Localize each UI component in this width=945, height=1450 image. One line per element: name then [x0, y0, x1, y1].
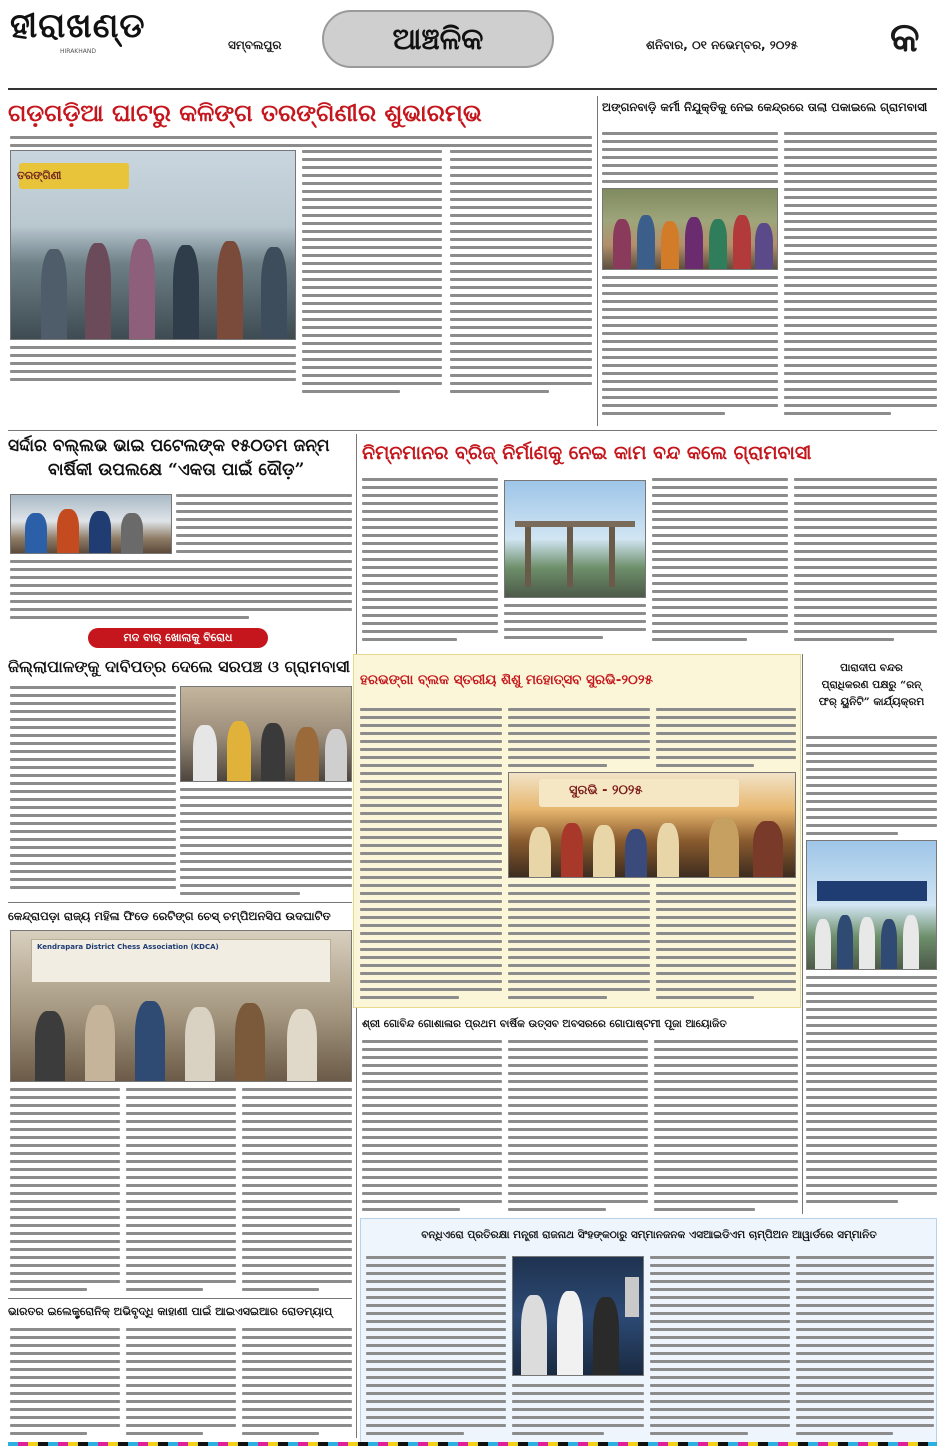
story-1-headline: ଗଡ଼ଗଡ଼ିଆ ଘାଟରୁ କଳିଙ୍ଗ ତରଙ୍ଗିଣୀର ଶୁଭାରମ୍ଭ [8, 98, 482, 127]
story-2-col-2 [784, 132, 937, 428]
story-6-col-1 [360, 708, 502, 908]
story-5-tag: ମଦ ବାର୍ ଖୋଲାକୁ ବିରୋଧ [88, 628, 268, 648]
story-9-col-2 [508, 1040, 648, 1212]
story-1-caption [10, 346, 296, 396]
story-5-headline-box [8, 652, 356, 682]
story-7-headline-box [806, 660, 937, 730]
header-rule [8, 88, 937, 90]
story-7-col-1 [806, 736, 937, 836]
story-11-headline: ବନ୍ଧିଏରୋ ପ୍ରତିରକ୍ଷା ମନ୍ତ୍ରୀ ରାଜନାଥ ସିଂହଙ୍କଠାରୁ ସମ୍ମାନଜନକ ଏସଆଇଡିଏମ ଚାମ୍ପିଅନ ଆୱାର୍ଡରେ ସମ୍ମାନିତ [421, 1229, 877, 1241]
story-10-col-2 [126, 1328, 236, 1438]
story-8-headline-box [8, 904, 356, 928]
story-5-headline: ଜିଲ୍ଲାପାଳଙ୍କୁ ଦାବିପତ୍ର ଦେଲେ ସରପଞ୍ଚ ଓ ଗ୍ରାମବାସୀ [8, 657, 350, 676]
story-2-headline: ଅଙ୍ଗନବାଡ଼ି କର୍ମୀ ନିଯୁକ୍ତିକୁ ନେଇ କେନ୍ଦ୍ରରେ ତାଲା ପକାଇଲେ ଗ୍ରାମବାସୀ [602, 100, 928, 114]
issue-date: ଶନିବାର, ୦୧ ନଭେମ୍ବର, ୨୦୨୫ [646, 38, 798, 52]
story-6-col-2b [508, 884, 650, 1002]
page-header [0, 0, 945, 92]
story-3-body [10, 560, 352, 624]
story-6-col-2 [508, 708, 650, 770]
story-7-headline-line-3: ଫର୍ ୟୁନିଟି” କାର୍ଯ୍ୟକ୍ରମ [818, 696, 925, 708]
story-5-col-1 [10, 686, 176, 750]
story-9-headline: ଶ୍ରୀ ଗୋବିନ୍ଦ ଗୋଶାଳାର ପ୍ରଥମ ବାର୍ଷିକ ଉତ୍ସବ ଅବସରରେ ଗୋପାଷ୍ଟମୀ ପୂଜା ଆୟୋଜିତ [362, 1018, 727, 1030]
story-11-col-1 [366, 1256, 506, 1440]
section-title: ଆଞ୍ଚଳିକ [322, 10, 554, 68]
story-9-col-3 [654, 1040, 798, 1212]
masthead-subtitle: HIRAKHAND [60, 48, 96, 55]
story-6-headline-box [360, 660, 796, 700]
story-5-col-2 [180, 788, 352, 900]
story-10-col-1 [10, 1328, 120, 1438]
story-8-photo [10, 930, 352, 1082]
story-4-col-2 [504, 604, 646, 648]
story-1-photo-label: ତରଙ୍ଗିଣୀ [17, 169, 62, 182]
story-4-col-1 [362, 478, 498, 648]
story-7-headline-line-1: ପାରାଦୀପ ବନ୍ଦର [840, 662, 903, 674]
story-11-col-4 [796, 1256, 934, 1440]
story-7-headline-line-2: ପ୍ରାଧିକରଣ ପକ୍ଷରୁ “ରନ୍ [821, 679, 922, 691]
story-3-headline-box [8, 434, 356, 492]
story-5-col-1b [10, 750, 176, 900]
story-4-col-3 [652, 478, 788, 648]
story-9-col-1 [362, 1040, 502, 1212]
story-1-col-3 [450, 150, 592, 398]
story-8-headline: କେନ୍ଦ୍ରାପଡ଼ା ରାଜ୍ୟ ମହିଳା ଫିଡେ ରେଟିଙ୍ଗ ଚେସ୍ ଚମ୍ପିଅନସିପ ଉଦଘାଟିତ [8, 909, 331, 923]
story-3-headline-line-1: ସର୍ଦ୍ଦାର ବଲ୍ଲଭ ଭାଇ ପଟେଲଙ୍କ ୧୫୦ତମ ଜନ୍ମ [8, 436, 330, 456]
story-11-headline-box [364, 1220, 934, 1250]
story-3-photo [10, 494, 172, 554]
story-10-col-3 [242, 1328, 352, 1438]
story-1-photo [10, 150, 296, 340]
story-2-headline-box [602, 100, 937, 130]
story-2-col-1b [602, 276, 778, 428]
story-10-headline-box [8, 1300, 356, 1324]
story-8-col-2 [126, 1088, 236, 1296]
story-3-col-2 [176, 494, 352, 558]
story-11-col-2 [512, 1384, 644, 1440]
story-11-photo [512, 1256, 644, 1376]
story-6-col-3 [656, 708, 796, 770]
story-4-photo [504, 480, 646, 598]
story-11-col-3 [650, 1256, 790, 1440]
story-8-col-1 [10, 1088, 120, 1296]
story-6-col-3b [656, 884, 796, 1002]
story-2-photo [602, 188, 778, 270]
story-7-col-2 [806, 976, 937, 1210]
story-3-headline-line-2: ବାର୍ଷିକୀ ଉପଲକ୍ଷେ “ଏକତା ପାଇଁ ଦୌଡ଼” [48, 460, 305, 480]
masthead-logo: ହୀରାଖଣ୍ଡ [10, 6, 146, 46]
story-9-headline-box [362, 1012, 798, 1036]
story-5-photo [180, 686, 352, 782]
print-color-strip [8, 1442, 937, 1446]
story-4-col-4 [794, 478, 937, 648]
story-8-photo-label: Kendrapara District Chess Association (KDCA) [37, 943, 219, 951]
story-2-col-1 [602, 132, 778, 188]
edition-city: ସମ୍ବଲପୁର [228, 38, 282, 52]
story-4-headline-box [362, 436, 937, 470]
story-10-headline: ଭାରତର ଇଲେକ୍ଟ୍ରୋନିକ୍ ଅଭିବୃଦ୍ଧି କାହାଣୀ ପାଇଁ ଆଇଏସଇଆର ରୋଡମ୍ୟାପ୍ [8, 1305, 333, 1318]
story-8-col-3 [242, 1088, 352, 1296]
story-4-headline: ନିମ୍ନମାନର ବ୍ରିଜ୍ ନିର୍ମାଣକୁ ନେଇ କାମ ବନ୍ଦ କଲେ ଗ୍ରାମବାସୀ [362, 442, 812, 464]
story-1-headline-box [8, 96, 592, 130]
page-number: କ [890, 14, 920, 61]
story-6-col-1b [360, 884, 502, 1002]
story-1-col-2 [302, 150, 442, 398]
story-6-headline: ହରଭଙ୍ଗା ବ୍ଲକ ସ୍ତରୀୟ ଶିଶୁ ମହୋତ୍ସବ ସୁରଭି-୨୦୨୫ [360, 672, 653, 688]
story-6-photo-label: ସୁରଭି - ୨୦୨୫ [569, 783, 643, 798]
story-7-photo [806, 840, 937, 970]
story-6-photo [508, 772, 796, 878]
